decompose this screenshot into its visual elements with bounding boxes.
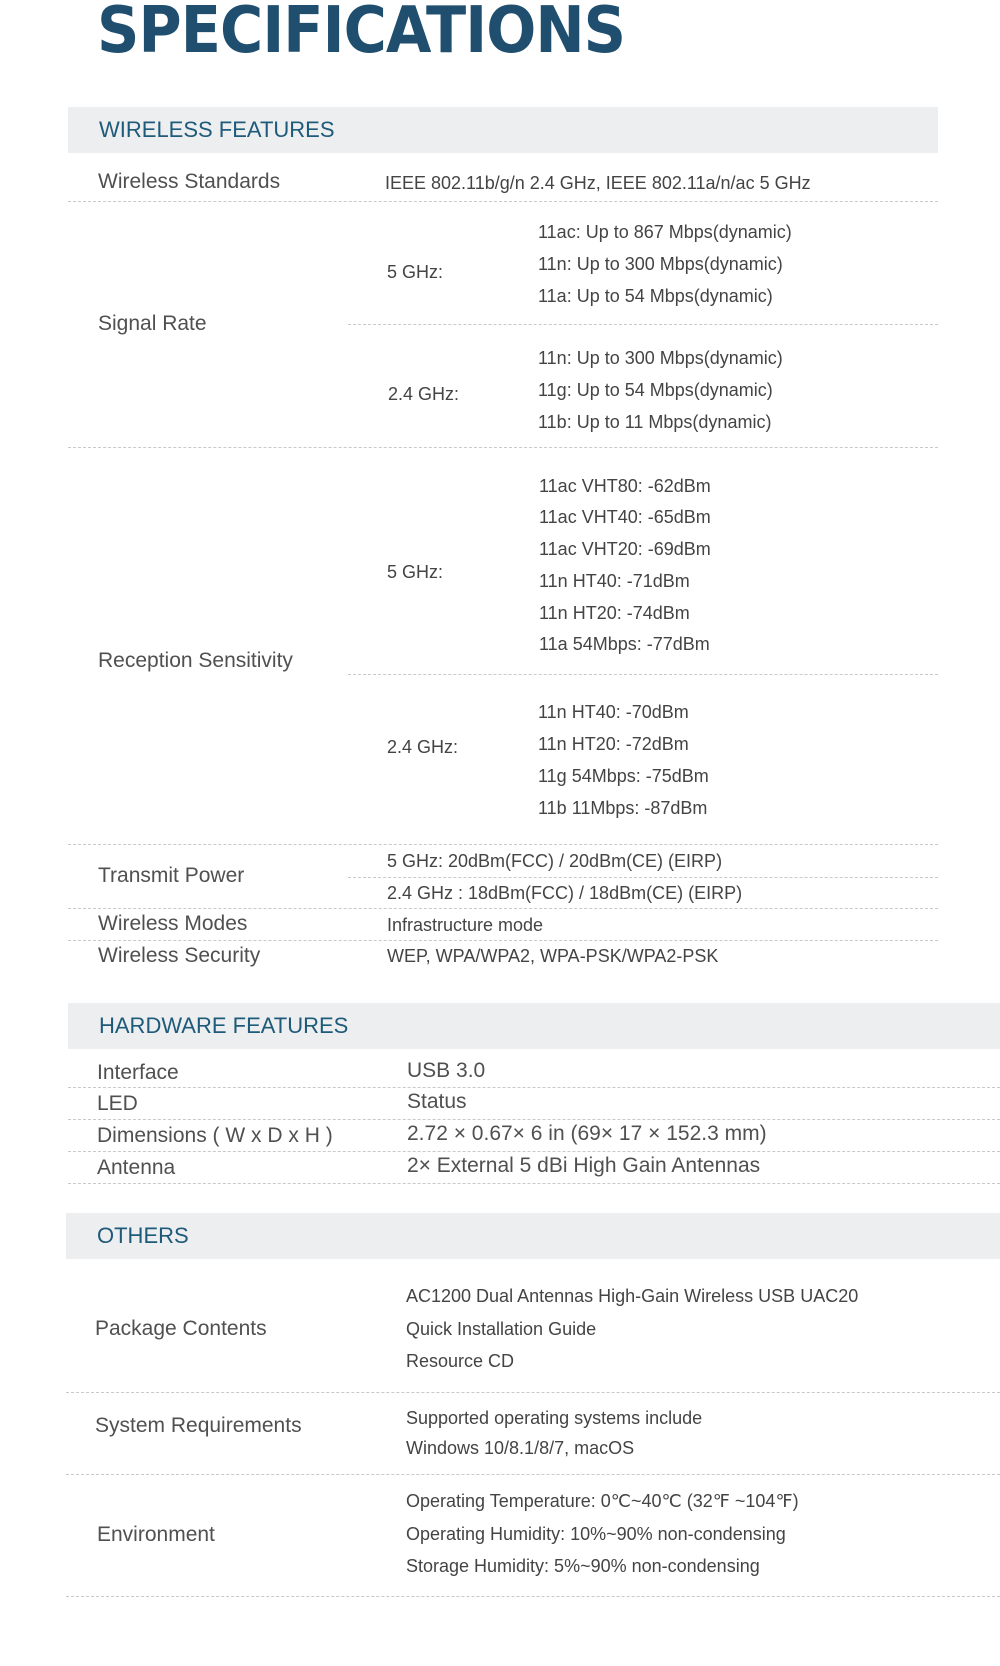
row-divider: [68, 1087, 1000, 1088]
row-divider: [68, 201, 938, 202]
reception-5ghz-item: 11ac VHT80: -62dBm: [539, 476, 711, 496]
page-title: SPECIFICATIONS: [97, 0, 626, 68]
reception-5ghz-item: 11a 54Mbps: -77dBm: [539, 634, 710, 654]
sub-row-divider: [348, 324, 938, 325]
label-signal-rate: Signal Rate: [98, 312, 207, 335]
label-wireless-security: Wireless Security: [98, 944, 261, 967]
reception-24ghz-item: 11g 54Mbps: -75dBm: [538, 766, 709, 786]
label-led: LED: [97, 1092, 138, 1115]
reception-band-24ghz: 2.4 GHz:: [387, 737, 459, 757]
row-divider: [66, 1474, 1000, 1475]
value-transmit-24ghz: 2.4 GHz : 18dBm(FCC) / 18dBm(CE) (EIRP): [387, 883, 743, 903]
label-wireless-standards: Wireless Standards: [98, 170, 281, 193]
row-divider: [68, 447, 938, 448]
reception-5ghz-item: 11n HT20: -74dBm: [539, 603, 690, 623]
environment-item: Operating Temperature: 0℃~40℃ (32℉ ~104℉): [406, 1491, 799, 1511]
reception-24ghz-item: 11b 11Mbps: -87dBm: [538, 798, 708, 818]
signal-rate-band-5ghz: 5 GHz:: [387, 262, 444, 282]
signal-rate-24ghz-item: 11n: Up to 300 Mbps(dynamic): [538, 348, 783, 368]
row-divider: [66, 1596, 1000, 1597]
signal-rate-5ghz-item: 11a: Up to 54 Mbps(dynamic): [538, 286, 773, 306]
environment-item: Operating Humidity: 10%~90% non-condensing: [406, 1524, 786, 1544]
label-environment: Environment: [97, 1523, 215, 1546]
package-item: Quick Installation Guide: [406, 1319, 597, 1339]
system-requirement-item: Windows 10/8.1/8/7, macOS: [406, 1438, 635, 1458]
signal-rate-24ghz-item: 11b: Up to 11 Mbps(dynamic): [538, 412, 772, 432]
reception-24ghz-item: 11n HT20: -72dBm: [538, 734, 689, 754]
row-divider: [68, 844, 938, 845]
value-wireless-security: WEP, WPA/WPA2, WPA-PSK/WPA2-PSK: [387, 946, 719, 966]
label-transmit-power: Transmit Power: [98, 864, 245, 887]
signal-rate-band-24ghz: 2.4 GHz:: [388, 384, 460, 404]
value-wireless-standards: IEEE 802.11b/g/n 2.4 GHz, IEEE 802.11a/n/ac 5 GHz: [385, 173, 811, 193]
value-dimensions: 2.72 × 0.67× 6 in (69× 17 × 152.3 mm): [407, 1122, 767, 1145]
system-requirement-item: Supported operating systems include: [406, 1408, 703, 1428]
value-led: Status: [407, 1090, 467, 1113]
label-package-contents: Package Contents: [95, 1317, 267, 1340]
sub-row-divider: [348, 674, 938, 675]
value-interface: USB 3.0: [407, 1059, 486, 1082]
row-divider: [68, 1183, 1000, 1184]
row-divider: [68, 908, 938, 909]
row-divider: [66, 1392, 1000, 1393]
signal-rate-5ghz-item: 11n: Up to 300 Mbps(dynamic): [538, 254, 783, 274]
reception-24ghz-item: 11n HT40: -70dBm: [538, 702, 689, 722]
row-divider: [68, 940, 938, 941]
value-wireless-modes: Infrastructure mode: [387, 915, 544, 935]
signal-rate-5ghz-item: 11ac: Up to 867 Mbps(dynamic): [538, 222, 792, 242]
label-system-requirements: System Requirements: [95, 1414, 302, 1437]
reception-band-5ghz: 5 GHz:: [387, 562, 444, 582]
label-wireless-modes: Wireless Modes: [98, 912, 248, 935]
label-dimensions: Dimensions ( W x D x H ): [97, 1124, 333, 1147]
reception-5ghz-item: 11ac VHT40: -65dBm: [539, 507, 711, 527]
section-header-others: OTHERS: [66, 1213, 1000, 1259]
reception-5ghz-item: 11n HT40: -71dBm: [539, 571, 690, 591]
package-item: AC1200 Dual Antennas High-Gain Wireless USB UAC20: [406, 1286, 859, 1306]
section-header-wireless: WIRELESS FEATURES: [68, 107, 938, 153]
value-antenna: 2× External 5 dBi High Gain Antennas: [407, 1154, 761, 1177]
row-divider: [68, 1119, 1000, 1120]
reception-5ghz-item: 11ac VHT20: -69dBm: [539, 539, 711, 559]
row-divider: [68, 1151, 1000, 1152]
package-item: Resource CD: [406, 1351, 515, 1371]
label-interface: Interface: [97, 1061, 179, 1084]
signal-rate-24ghz-item: 11g: Up to 54 Mbps(dynamic): [538, 380, 773, 400]
label-antenna: Antenna: [97, 1156, 176, 1179]
section-header-hardware: HARDWARE FEATURES: [68, 1003, 1000, 1049]
value-transmit-5ghz: 5 GHz: 20dBm(FCC) / 20dBm(CE) (EIRP): [387, 851, 723, 871]
environment-item: Storage Humidity: 5%~90% non-condensing: [406, 1556, 760, 1576]
sub-row-divider: [348, 877, 938, 878]
label-reception-sensitivity: Reception Sensitivity: [98, 649, 293, 672]
